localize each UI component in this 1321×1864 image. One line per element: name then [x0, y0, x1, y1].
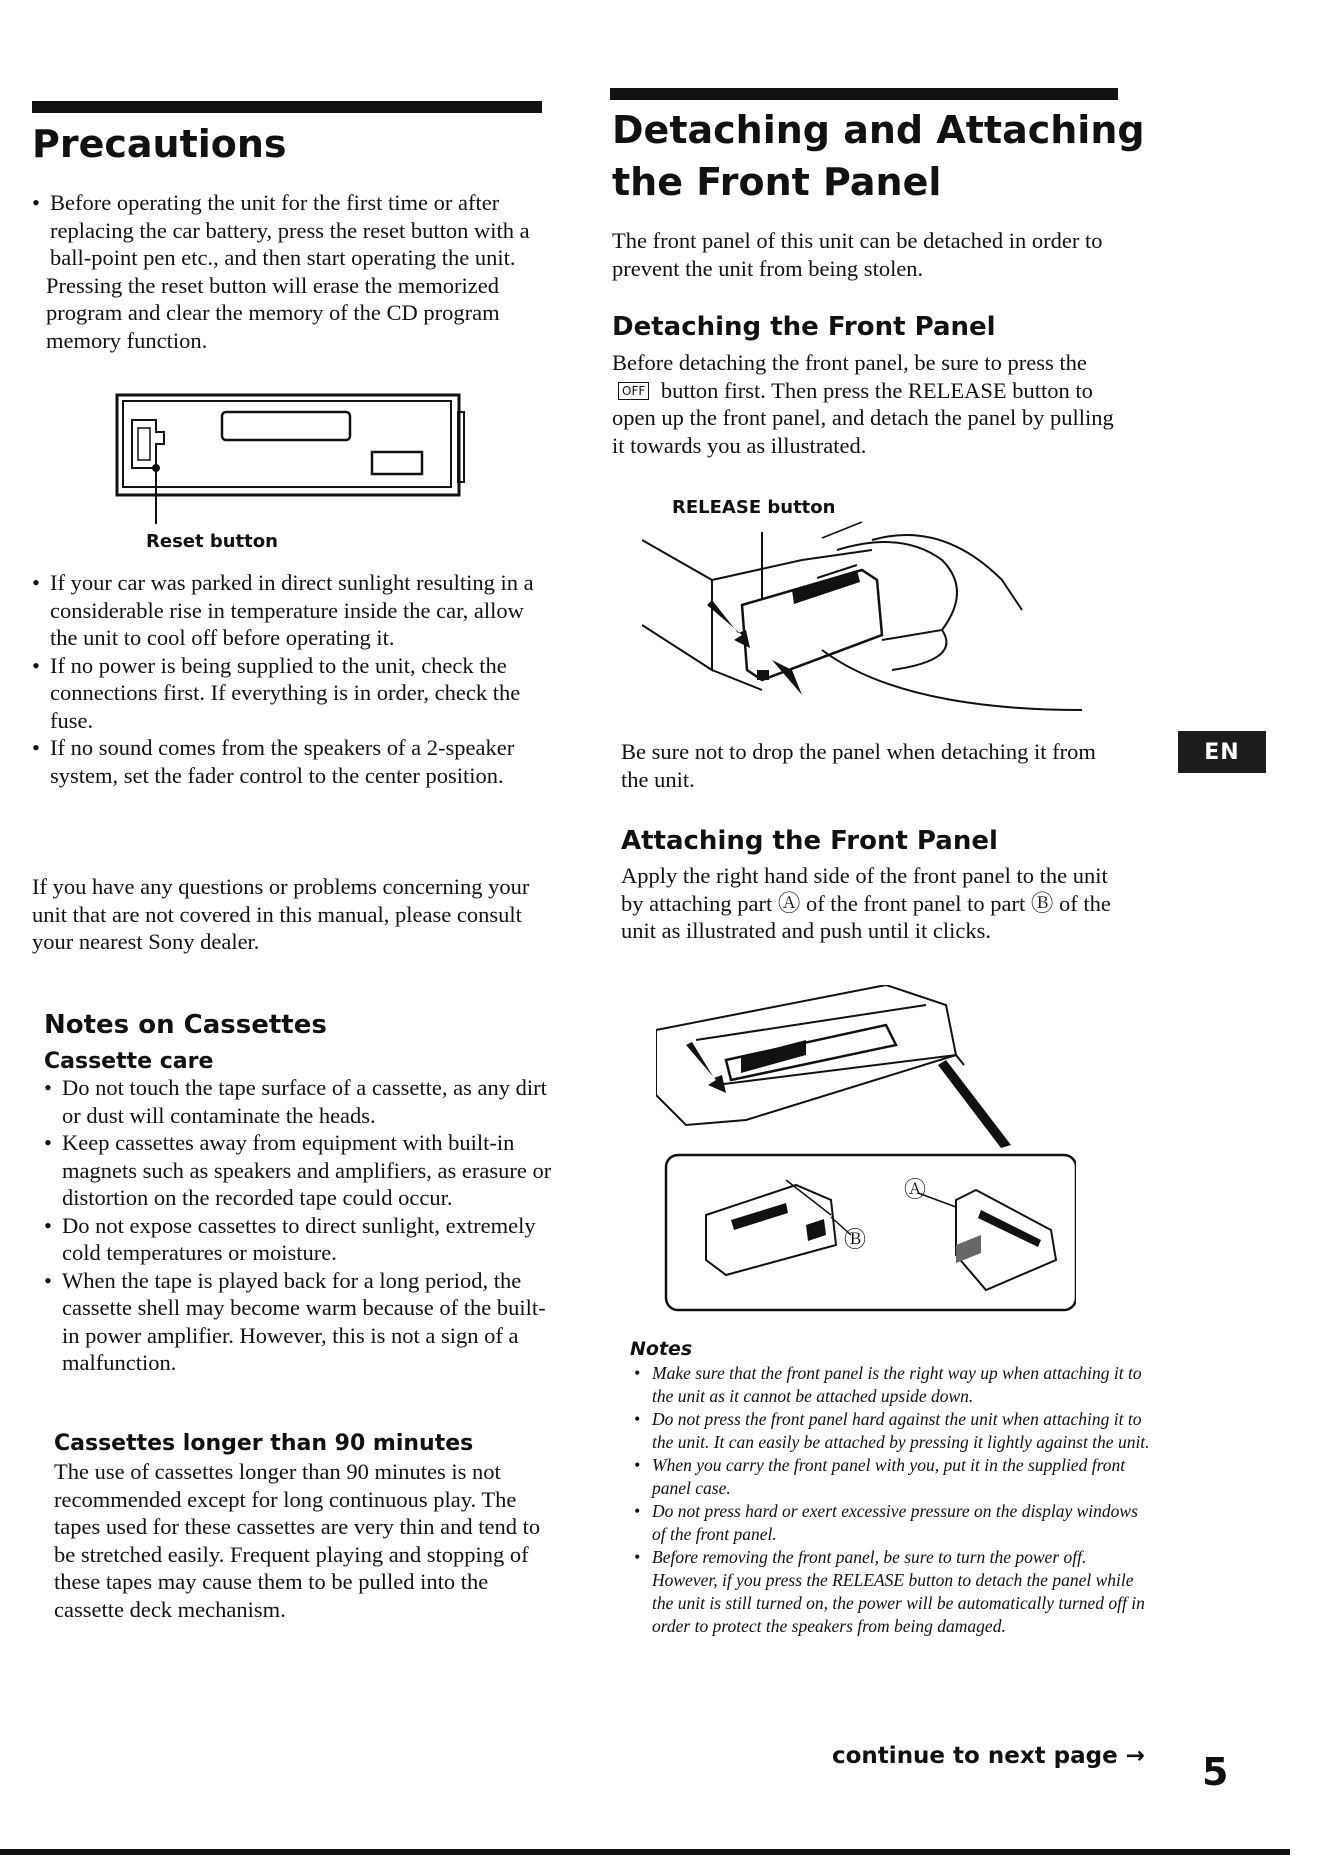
cassette-care-item: • Do not expose cassettes to direct sunlight, extremely cold temperatures or moisture.: [44, 1212, 552, 1267]
precautions-closing: If you have any questions or problems concerning your unit that are not covered in this manual, please consult your nearest Sony dealer.: [32, 874, 530, 954]
long-cassettes-title: Cassettes longer than 90 minutes: [54, 1431, 474, 1456]
part-a-label: Ⓐ: [904, 1178, 927, 1203]
cassette-care-item: • Do not touch the tape surface of a cassette, as any dirt or dust will contaminate the heads.: [44, 1074, 552, 1129]
detach-illustration: [642, 520, 1112, 720]
note-item: • Do not press the front panel hard against the unit when attaching it to the unit. It can easily be attached by pressing it lightly against the unit.: [634, 1408, 1154, 1454]
cassette-care-title: Cassette care: [44, 1049, 214, 1074]
detaching-title: Detaching the Front Panel: [612, 312, 996, 342]
attaching-text: Apply the right hand side of the front panel to the unit by attaching part Ⓐ of the front panel to part Ⓑ of the unit as illustrated and push until it clicks.: [621, 863, 1111, 943]
attach-illustration: [656, 985, 1076, 1315]
off-button-icon: OFF: [618, 382, 649, 400]
bottom-rule: [0, 1849, 1290, 1855]
cassette-care-item: • When the tape is played back for a long period, the cassette shell may become warm because of the built-in power amplifier. However, this is not a sign of a malfunction.: [44, 1267, 552, 1377]
notes-title: Notes: [630, 1338, 693, 1360]
cassette-care-item: • Keep cassettes away from equipment with built-in magnets such as speakers and amplifiers, as erasure or distortion on the recorded tape could occur.: [44, 1129, 552, 1212]
reset-button-caption: Reset button: [146, 531, 278, 552]
precautions-rule: [32, 101, 542, 113]
detaching-text: Before detaching the front panel, be sure to press the OFF button first. Then press the RELEASE button to open up the front panel, and detach the panel by pulling it towards you as illustrated.: [612, 350, 1114, 458]
notes-on-cassettes-title: Notes on Cassettes: [44, 1010, 327, 1040]
notes-list: [634, 1362, 1154, 1638]
reset-button-illustration: [114, 392, 502, 544]
attaching-title: Attaching the Front Panel: [621, 826, 998, 856]
cassette-care-list: [44, 1074, 552, 1377]
panel-intro: The front panel of this unit can be detached in order to prevent the unit from being stolen.: [612, 228, 1103, 281]
part-b-label: Ⓑ: [844, 1228, 867, 1253]
precaution-item: • Before operating the unit for the first time or after replacing the car battery, press the reset button with a ball-point pen etc., and then start operating the unit. Pressing the reset button will erase the memorized program and clear the memory of the CD program memory function.: [32, 189, 552, 354]
page-number: 5: [1202, 1750, 1229, 1794]
note-item: • Before removing the front panel, be sure to turn the power off. However, if you press the RELEASE button to detach the panel while the unit is still turned on, the power will be automatically turned off in order to protect the speakers from being damaged.: [634, 1546, 1154, 1638]
release-button-caption: RELEASE button: [672, 497, 836, 518]
precaution-item: • If no sound comes from the speakers of a 2-speaker system, set the fader control to the center position.: [32, 734, 552, 789]
precaution-item: • If no power is being supplied to the unit, check the connections first. If everything is in order, check the fuse.: [32, 652, 552, 735]
drop-warning: Be sure not to drop the panel when detaching it from the unit.: [621, 739, 1096, 792]
language-badge: EN: [1178, 731, 1266, 773]
panel-title-line1: Detaching and Attaching: [612, 108, 1145, 152]
note-item: • Do not press hard or exert excessive pressure on the display windows of the front panel.: [634, 1500, 1154, 1546]
panel-title-line2: the Front Panel: [612, 160, 942, 204]
precautions-list: [32, 189, 552, 354]
panel-section-rule: [610, 88, 1118, 100]
note-item: • When you carry the front panel with you, put it in the supplied front panel case.: [634, 1454, 1154, 1500]
continue-to-next-page: continue to next page →: [832, 1743, 1145, 1769]
precautions-list-continued: [32, 569, 552, 789]
reset-note: Pressing the reset button will erase the memorized program and clear the memory of the CD program memory function.: [46, 272, 500, 353]
precaution-item: • If your car was parked in direct sunlight resulting in a considerable rise in temperature inside the car, allow the unit to cool off before operating it.: [32, 569, 552, 652]
long-cassettes-text: The use of cassettes longer than 90 minutes is not recommended except for long continuous play. The tapes used for these cassettes are very thin and tend to be stretched easily. Frequent playing and stopping of these tapes may cause them to be pulled into the cassette deck mechanism.: [54, 1459, 541, 1622]
precautions-title: Precautions: [32, 122, 287, 166]
note-item: • Make sure that the front panel is the right way up when attaching it to the unit as it cannot be attached upside down.: [634, 1362, 1154, 1408]
